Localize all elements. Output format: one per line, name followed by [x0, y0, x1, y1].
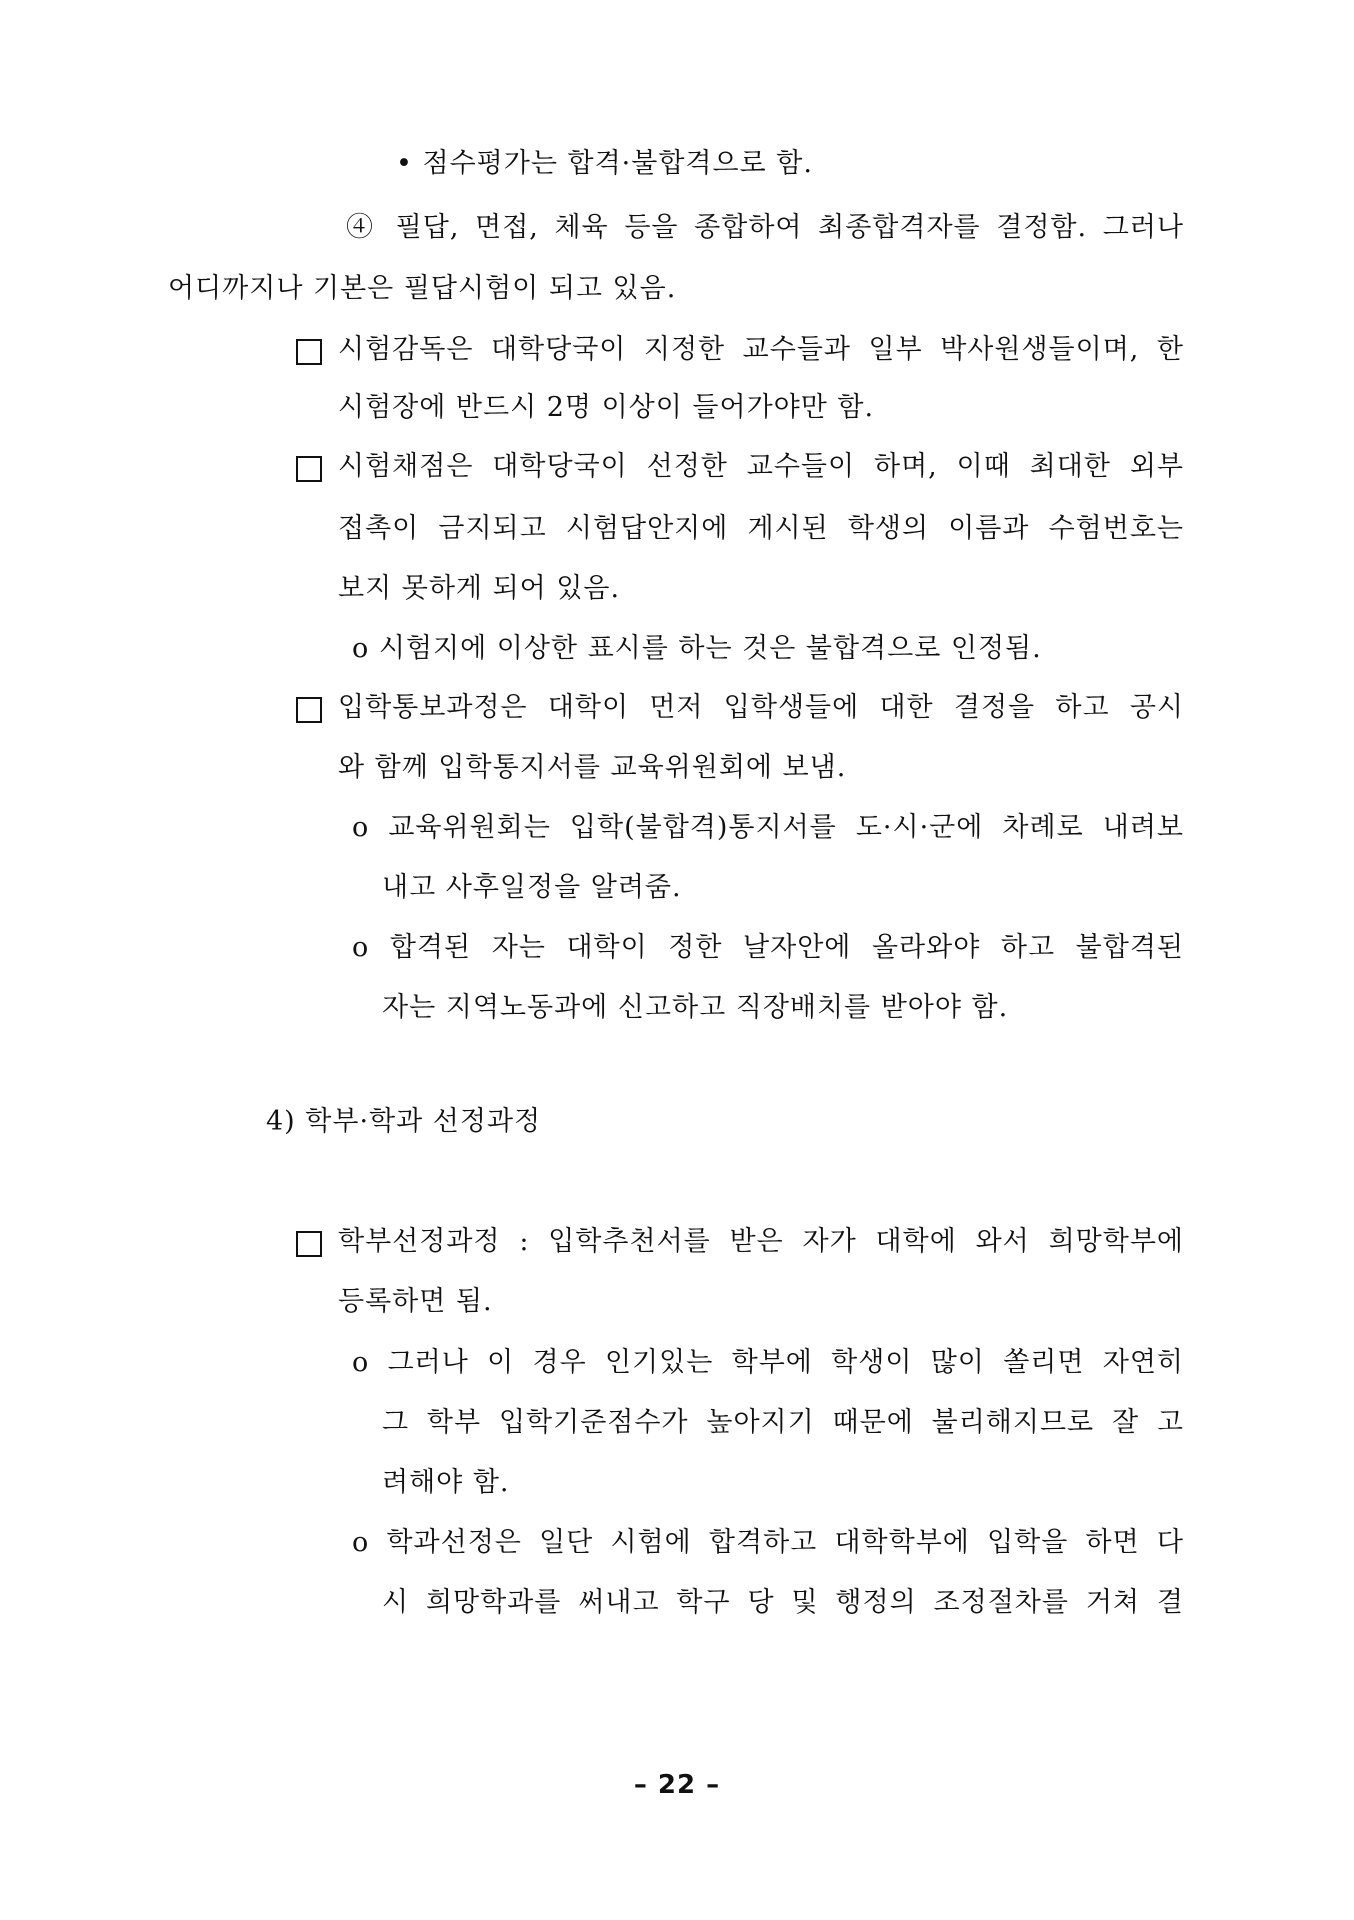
section-exam-grading-line3: 보지 못하게 되어 있음. [338, 573, 621, 604]
checkbox-square-icon [296, 697, 322, 723]
section-exam-grading: 시험채점은 대학당국이 선정한 교수들이 하며, 이때 최대한 외부 [338, 451, 1184, 482]
section-exam-supervision: 시험감독은 대학당국이 지정한 교수들과 일부 박사원생들이며, 한 [338, 334, 1184, 365]
checkbox-square-icon [296, 339, 322, 365]
sub-item-marking-rule: o 시험지에 이상한 표시를 하는 것은 불합격으로 인정됨. [352, 633, 1042, 664]
sub-item-popular-faculty-line3: 려해야 함. [382, 1467, 510, 1498]
heading-department-selection: 4) 학부·학과 선정과정 [266, 1106, 542, 1137]
sub-item-education-committee-continuation: 내고 사후일정을 알려줌. [382, 872, 682, 903]
sub-item-accepted-students-continuation: 자는 지역노동과에 신고하고 직장배치를 받아야 함. [382, 992, 1009, 1023]
sub-item-accepted-students: o 합격된 자는 대학이 정한 날자안에 올라와야 하고 불합격된 [352, 932, 1184, 963]
section-admission-notice: 입학통보과정은 대학이 먼저 입학생들에 대한 결정을 하고 공시 [338, 692, 1184, 723]
section-faculty-selection-continuation: 등록하면 됨. [338, 1286, 493, 1317]
sub-item-department-selection-line2: 시 희망학과를 써내고 학구 당 및 행정의 조정절차를 거쳐 결 [382, 1587, 1184, 1618]
item-4-comprehensive-decision: ④ 필답, 면접, 체육 등을 종합하여 최종합격자를 결정함. 그러나 [346, 212, 1184, 243]
checkbox-square-icon [296, 456, 322, 482]
section-exam-grading-line2: 접촉이 금지되고 시험답안지에 게시된 학생의 이름과 수험번호는 [338, 513, 1184, 544]
sub-item-popular-faculty-line2: 그 학부 입학기준점수가 높아지기 때문에 불리해지므로 잘 고 [382, 1407, 1184, 1438]
section-exam-supervision-continuation: 시험장에 반드시 2명 이상이 들어가야만 함. [338, 392, 875, 423]
checkbox-square-icon [296, 1231, 322, 1257]
section-admission-notice-continuation: 와 함께 입학통지서를 교육위원회에 보냄. [338, 752, 847, 783]
section-faculty-selection: 학부선정과정 : 입학추천서를 받은 자가 대학에 와서 희망학부에 [338, 1226, 1184, 1257]
item-4-continuation: 어디까지나 기본은 필답시험이 되고 있음. [168, 273, 677, 304]
sub-item-popular-faculty: o 그러나 이 경우 인기있는 학부에 학생이 많이 쏠리면 자연히 [352, 1347, 1184, 1378]
bullet-score-evaluation: • 점수평가는 합격·불합격으로 함. [396, 148, 813, 179]
sub-item-education-committee: o 교육위원회는 입학(불합격)통지서를 도·시·군에 차례로 내려보 [352, 812, 1184, 843]
sub-item-department-selection: o 학과선정은 일단 시험에 합격하고 대학학부에 입학을 하면 다 [352, 1527, 1184, 1558]
page-number: – 22 – [633, 1770, 721, 1800]
